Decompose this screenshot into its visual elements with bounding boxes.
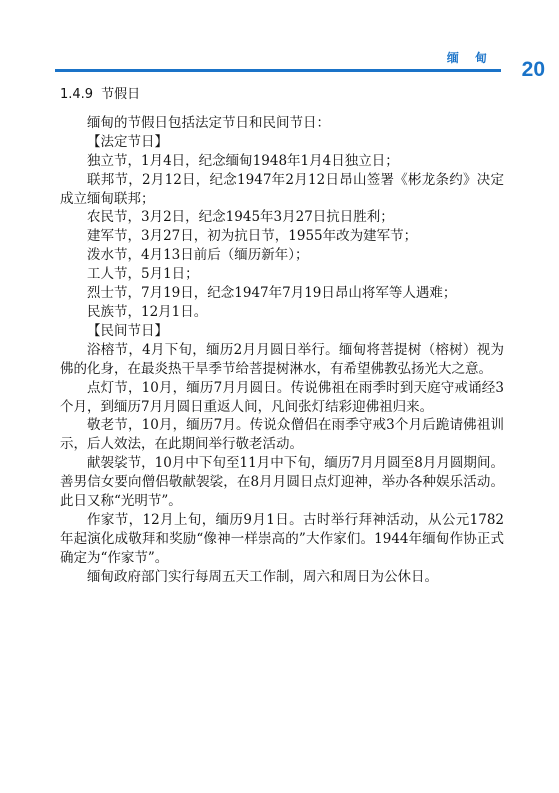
folk-holiday-item: 献袈裟节，10月中下旬至11月中下旬，缅历7月月圆至8月月圆期间。善男信女要向僧侣敬献袈裟，在8月月圆日点灯迎神，举办各种娱乐活动。此日又称“光明节”。 bbox=[60, 455, 504, 510]
folk-holiday-item: 点灯节，10月，缅历7月月圆日。传说佛祖在雨季时到天庭守戒诵经3个月，到缅历7月月圆日重返人间，凡间张灯结彩迎佛祖归来。 bbox=[60, 379, 504, 415]
legal-holidays-label: 【法定节日】 bbox=[87, 133, 168, 150]
folk-holidays-label: 【民间节日】 bbox=[87, 322, 168, 339]
closing-paragraph: 缅甸政府部门实行每周五天工作制，周六和周日为公休日。 bbox=[87, 568, 438, 585]
legal-holiday-item: 工人节，5月1日； bbox=[87, 266, 199, 283]
legal-holiday-item: 泼水节，4月13日前后（缅历新年）； bbox=[87, 247, 309, 264]
header-rule bbox=[55, 66, 501, 72]
intro-paragraph: 缅甸的节假日包括法定节日和民间节日： bbox=[87, 114, 330, 131]
legal-holiday-item: 民族节，12月1日。 bbox=[87, 303, 208, 320]
legal-holiday-item: 农民节，3月2日，纪念1945年3月27日抗日胜利； bbox=[87, 209, 394, 226]
folk-holiday-item: 浴榕节，4月下旬，缅历2月月圆日举行。缅甸将菩提树（榕树）视为佛的化身，在最炎热干旱季节给菩提树淋水，有希望佛教弘扬光大之意。 bbox=[60, 341, 504, 377]
legal-holiday-item: 独立节，1月4日，纪念缅甸1948年1月4日独立日； bbox=[87, 152, 399, 169]
legal-holiday-item: 建军节，3月27日，初为抗日节，1955年改为建军节； bbox=[87, 228, 418, 245]
running-header-title: 缅 甸 bbox=[446, 51, 493, 65]
section-title: 节假日 bbox=[101, 87, 141, 102]
page-number: 20 bbox=[521, 58, 545, 81]
section-heading bbox=[60, 86, 504, 105]
legal-holiday-item: 联邦节，2月12日，纪念1947年2月12日昂山签署《彬龙条约》决定成立缅甸联邦； bbox=[60, 171, 504, 207]
section-number: 1.4.9 bbox=[60, 87, 94, 102]
folk-holiday-item: 敬老节，10月，缅历7月。传说众僧侣在雨季守戒3个月后跪请佛祖训示，后人效法，在此期间举行敬老活动。 bbox=[60, 417, 504, 453]
page-body bbox=[60, 86, 504, 587]
legal-holiday-item: 烈士节，7月19日，纪念1947年7月19日昂山将军等人遇难； bbox=[87, 285, 457, 302]
folk-holiday-item: 作家节，12月上旬，缅历9月1日。古时举行拜神活动，从公元1782年起演化成敬拜和奖励“像神一样崇高的”大作家们。1944年缅甸作协正式确定为“作家节”。 bbox=[60, 511, 504, 566]
